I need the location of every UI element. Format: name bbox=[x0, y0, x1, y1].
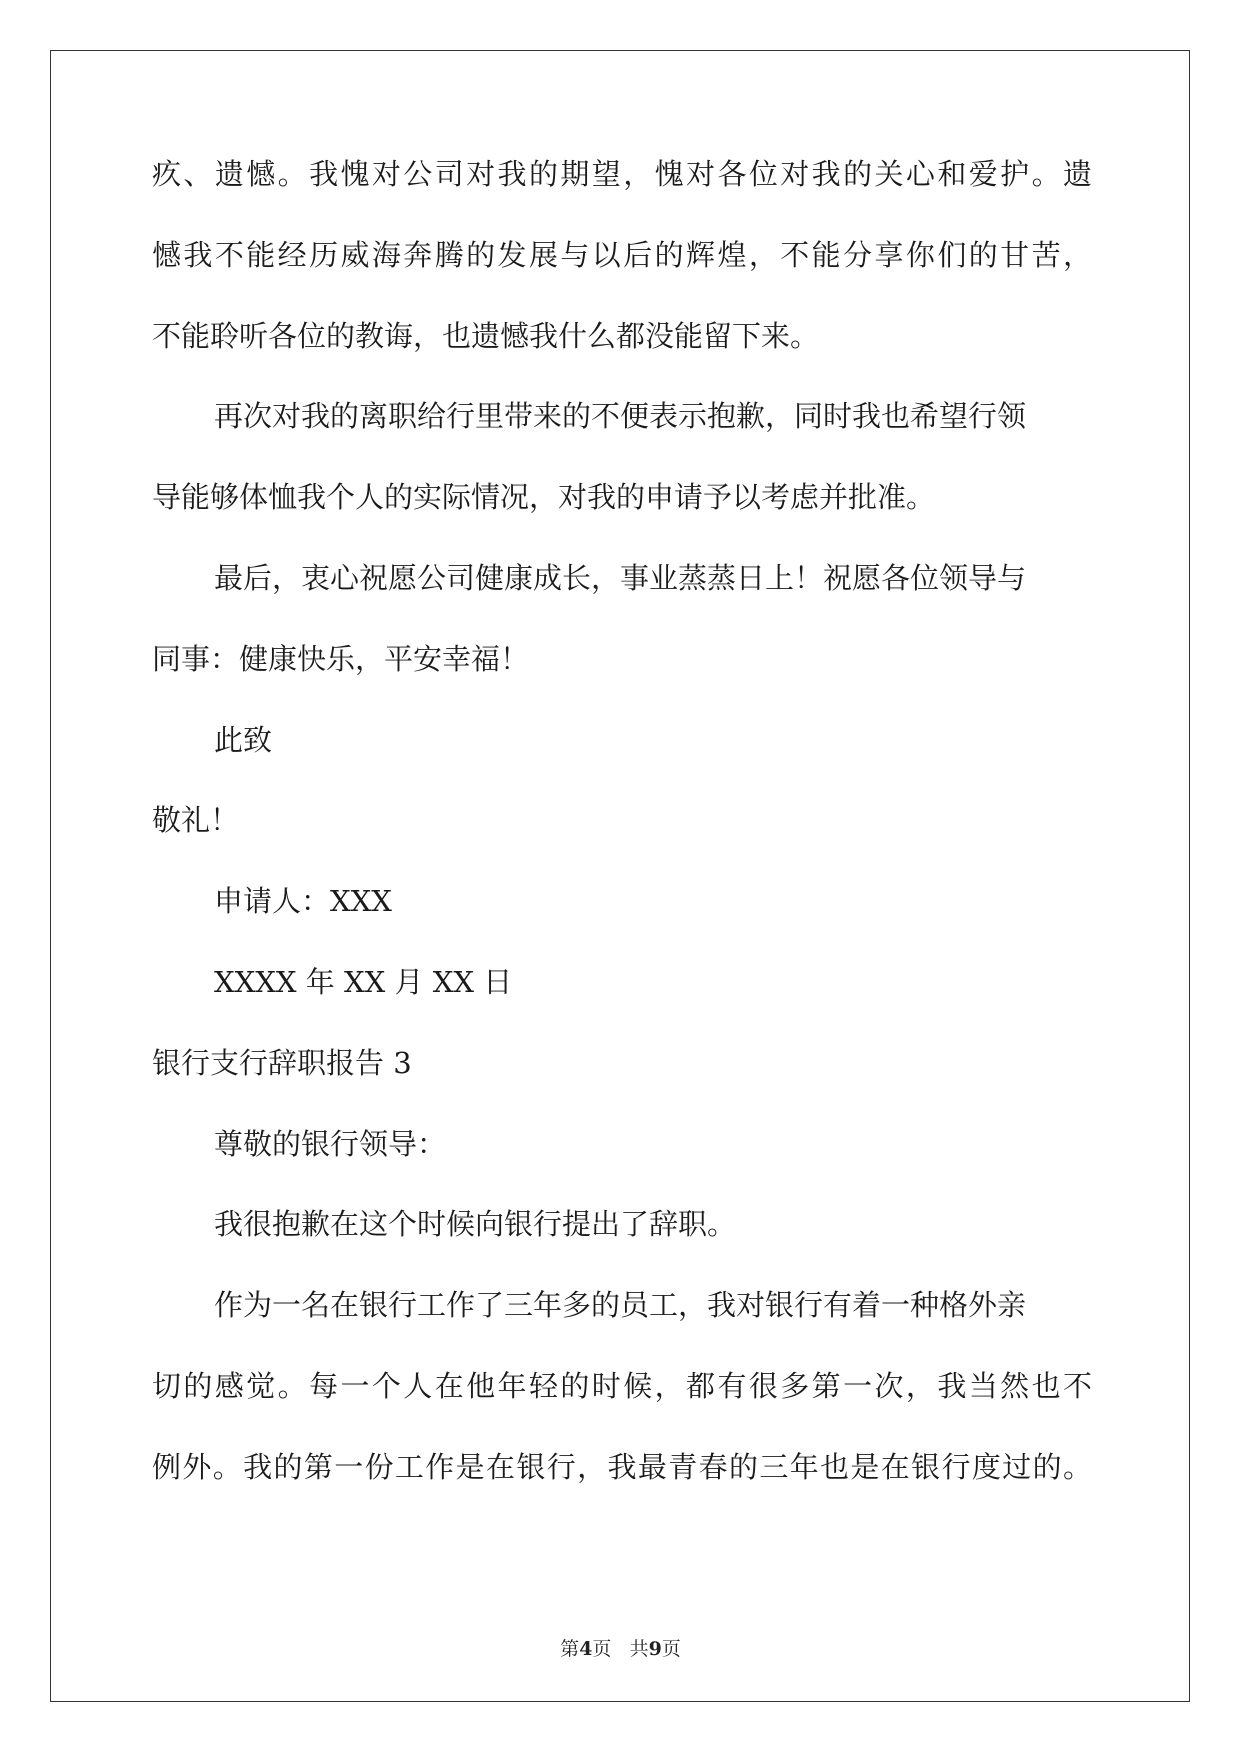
paragraph-line: 例外。我的第一份工作是在银行，我最青春的三年也是在银行度过的。 bbox=[152, 1449, 1092, 1484]
closing-regards: 敬礼！ bbox=[152, 803, 240, 838]
paragraph-line: 作为一名在银行工作了三年多的员工，我对银行有着一种格外亲 bbox=[214, 1288, 1027, 1323]
section-title: 银行支行辞职报告 3 bbox=[152, 1045, 412, 1080]
signature-date: XXXX 年 XX 月 XX 日 bbox=[214, 964, 513, 999]
paragraph-line: 最后，衷心祝愿公司健康成长，事业蒸蒸日上！祝愿各位领导与 bbox=[214, 560, 1027, 595]
closing-salutation: 此致 bbox=[214, 722, 273, 757]
applicant-signature: 申请人：XXX bbox=[214, 884, 392, 919]
paragraph-line: 同事：健康快乐，平安幸福！ bbox=[152, 641, 530, 676]
footer-page-suffix: 页 bbox=[592, 1638, 612, 1660]
letter-greeting: 尊敬的银行领导： bbox=[214, 1126, 447, 1161]
paragraph-line: 疚、遗憾。我愧对公司对我的期望，愧对各位对我的关心和爱护。遗 bbox=[152, 157, 1092, 191]
paragraph-line: 切的感觉。每一个人在他年轻的时候，都有很多第一次，我当然也不 bbox=[152, 1368, 1092, 1403]
paragraph-line: 再次对我的离职给行里带来的不便表示抱歉，同时我也希望行领 bbox=[214, 399, 1027, 434]
document-body bbox=[152, 157, 1092, 1534]
paragraph-line: 导能够体恤我个人的实际情况，对我的申请予以考虑并批准。 bbox=[152, 480, 936, 515]
footer-prefix: 第 bbox=[560, 1638, 580, 1660]
paragraph-line: 我很抱歉在这个时候向银行提出了辞职。 bbox=[214, 1207, 737, 1242]
current-page-number: 4 bbox=[579, 1638, 593, 1660]
page-footer bbox=[0, 1634, 1241, 1661]
paragraph-line: 不能聆听各位的教诲，也遗憾我什么都没能留下来。 bbox=[152, 318, 820, 353]
paragraph-line: 憾我不能经历威海奔腾的发展与以后的辉煌，不能分享你们的甘苦， bbox=[152, 237, 1092, 272]
footer-total-prefix: 共 bbox=[629, 1638, 649, 1660]
footer-total-suffix: 页 bbox=[661, 1638, 681, 1660]
total-page-number: 9 bbox=[648, 1638, 662, 1660]
